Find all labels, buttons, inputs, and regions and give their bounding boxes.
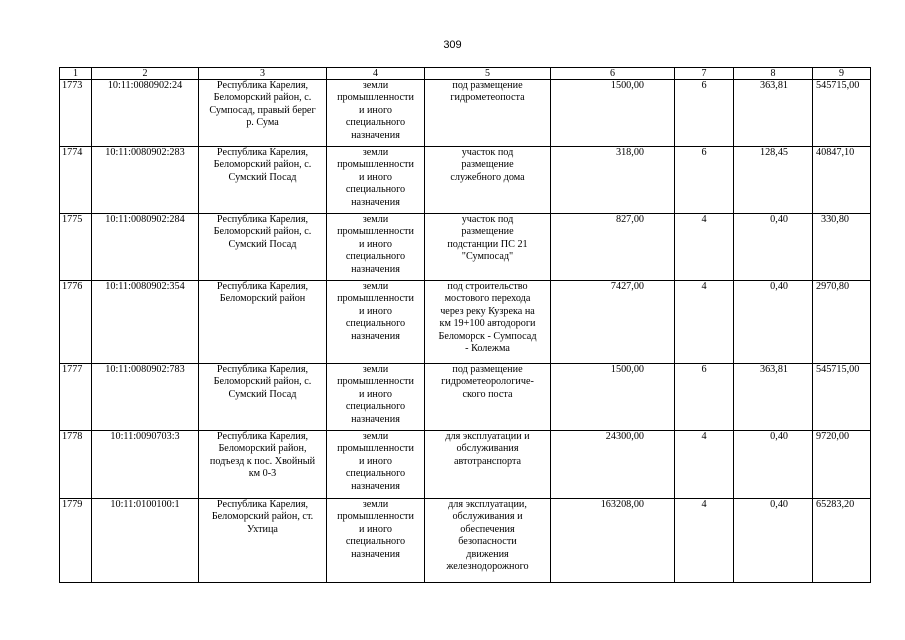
address-cell: Республика Карелия, Беломорский район xyxy=(199,281,327,364)
cadastral-number-cell: 10:11:0080902:283 xyxy=(92,147,199,214)
row-number-cell: 1779 xyxy=(60,499,92,583)
row-number-cell: 1773 xyxy=(60,80,92,147)
area-cell: 163208,00 xyxy=(551,499,675,583)
permitted-use-cell: для эксплуатации, обслуживания и обеспечения безопасности движения железнодорожного xyxy=(425,499,551,583)
total-cell: 65283,20 xyxy=(813,499,871,583)
table-row xyxy=(60,431,871,499)
address-cell: Республика Карелия, Беломорский район, с. Сумский Посад xyxy=(199,147,327,214)
cadastral-number-cell: 10:11:0100100:1 xyxy=(92,499,199,583)
permitted-use-cell: под размещение гидрометеорологиче- ского поста xyxy=(425,364,551,431)
land-plots-table xyxy=(59,67,871,583)
total-cell: 2970,80 xyxy=(813,281,871,364)
row-number-cell: 1776 xyxy=(60,281,92,364)
permitted-use-cell: участок под размещение подстанции ПС 21 "Сумпосад" xyxy=(425,214,551,281)
total-cell: 9720,00 xyxy=(813,431,871,499)
address-cell: Республика Карелия, Беломорский район, подъезд к пос. Хвойный км 0-3 xyxy=(199,431,327,499)
area-cell: 827,00 xyxy=(551,214,675,281)
table-row xyxy=(60,281,871,364)
column-header: 4 xyxy=(327,68,425,80)
column-header: 1 xyxy=(60,68,92,80)
row-number-cell: 1778 xyxy=(60,431,92,499)
page-number: 309 xyxy=(443,39,462,51)
permitted-use-cell: под строительство мостового перехода через реку Кузрека на км 19+100 автодороги Беломорск - Сумпосад - Колежма xyxy=(425,281,551,364)
table-row xyxy=(60,147,871,214)
cadastral-number-cell: 10:11:0080902:284 xyxy=(92,214,199,281)
area-cell: 7427,00 xyxy=(551,281,675,364)
permitted-use-cell: для эксплуатации и обслуживания автотранспорта xyxy=(425,431,551,499)
permitted-use-cell: под размещение гидрометеопоста xyxy=(425,80,551,147)
column-7-cell: 6 xyxy=(675,364,734,431)
land-category-cell: земли промышленности и иного специального назначения xyxy=(327,499,425,583)
land-category-cell: земли промышленности и иного специального назначения xyxy=(327,281,425,364)
column-header: 2 xyxy=(92,68,199,80)
total-cell: 40847,10 xyxy=(813,147,871,214)
address-cell: Республика Карелия, Беломорский район, ст. Ухтица xyxy=(199,499,327,583)
rate-cell: 0,40 xyxy=(734,431,813,499)
column-header: 6 xyxy=(551,68,675,80)
table-row xyxy=(60,214,871,281)
land-category-cell: земли промышленности и иного специального назначения xyxy=(327,214,425,281)
cadastral-number-cell: 10:11:0080902:354 xyxy=(92,281,199,364)
rate-cell: 128,45 xyxy=(734,147,813,214)
column-header: 5 xyxy=(425,68,551,80)
land-category-cell: земли промышленности и иного специального назначения xyxy=(327,80,425,147)
column-7-cell: 4 xyxy=(675,431,734,499)
area-cell: 24300,00 xyxy=(551,431,675,499)
table-row xyxy=(60,499,871,583)
row-number-cell: 1777 xyxy=(60,364,92,431)
rate-cell: 0,40 xyxy=(734,499,813,583)
cadastral-number-cell: 10:11:0080902:24 xyxy=(92,80,199,147)
permitted-use-cell: участок под размещение служебного дома xyxy=(425,147,551,214)
rate-cell: 363,81 xyxy=(734,80,813,147)
address-cell: Республика Карелия, Беломорский район, с. Сумпосад, правый берег р. Сума xyxy=(199,80,327,147)
column-header: 8 xyxy=(734,68,813,80)
total-cell: 545715,00 xyxy=(813,364,871,431)
column-7-cell: 6 xyxy=(675,80,734,147)
column-7-cell: 4 xyxy=(675,499,734,583)
column-7-cell: 4 xyxy=(675,214,734,281)
area-cell: 1500,00 xyxy=(551,364,675,431)
cadastral-number-cell: 10:11:0090703:3 xyxy=(92,431,199,499)
address-cell: Республика Карелия, Беломорский район, с. Сумский Посад xyxy=(199,214,327,281)
area-cell: 318,00 xyxy=(551,147,675,214)
cadastral-number-cell: 10:11:0080902:783 xyxy=(92,364,199,431)
column-header: 9 xyxy=(813,68,871,80)
row-number-cell: 1775 xyxy=(60,214,92,281)
total-cell: 545715,00 xyxy=(813,80,871,147)
table-row xyxy=(60,80,871,147)
land-category-cell: земли промышленности и иного специального назначения xyxy=(327,147,425,214)
column-header: 7 xyxy=(675,68,734,80)
column-header: 3 xyxy=(199,68,327,80)
address-cell: Республика Карелия, Беломорский район, с. Сумский Посад xyxy=(199,364,327,431)
total-cell: 330,80 xyxy=(813,214,871,281)
table-row xyxy=(60,364,871,431)
table-header-row xyxy=(60,68,871,80)
land-category-cell: земли промышленности и иного специального назначения xyxy=(327,431,425,499)
row-number-cell: 1774 xyxy=(60,147,92,214)
column-7-cell: 4 xyxy=(675,281,734,364)
column-7-cell: 6 xyxy=(675,147,734,214)
land-category-cell: земли промышленности и иного специального назначения xyxy=(327,364,425,431)
rate-cell: 363,81 xyxy=(734,364,813,431)
rate-cell: 0,40 xyxy=(734,214,813,281)
rate-cell: 0,40 xyxy=(734,281,813,364)
area-cell: 1500,00 xyxy=(551,80,675,147)
